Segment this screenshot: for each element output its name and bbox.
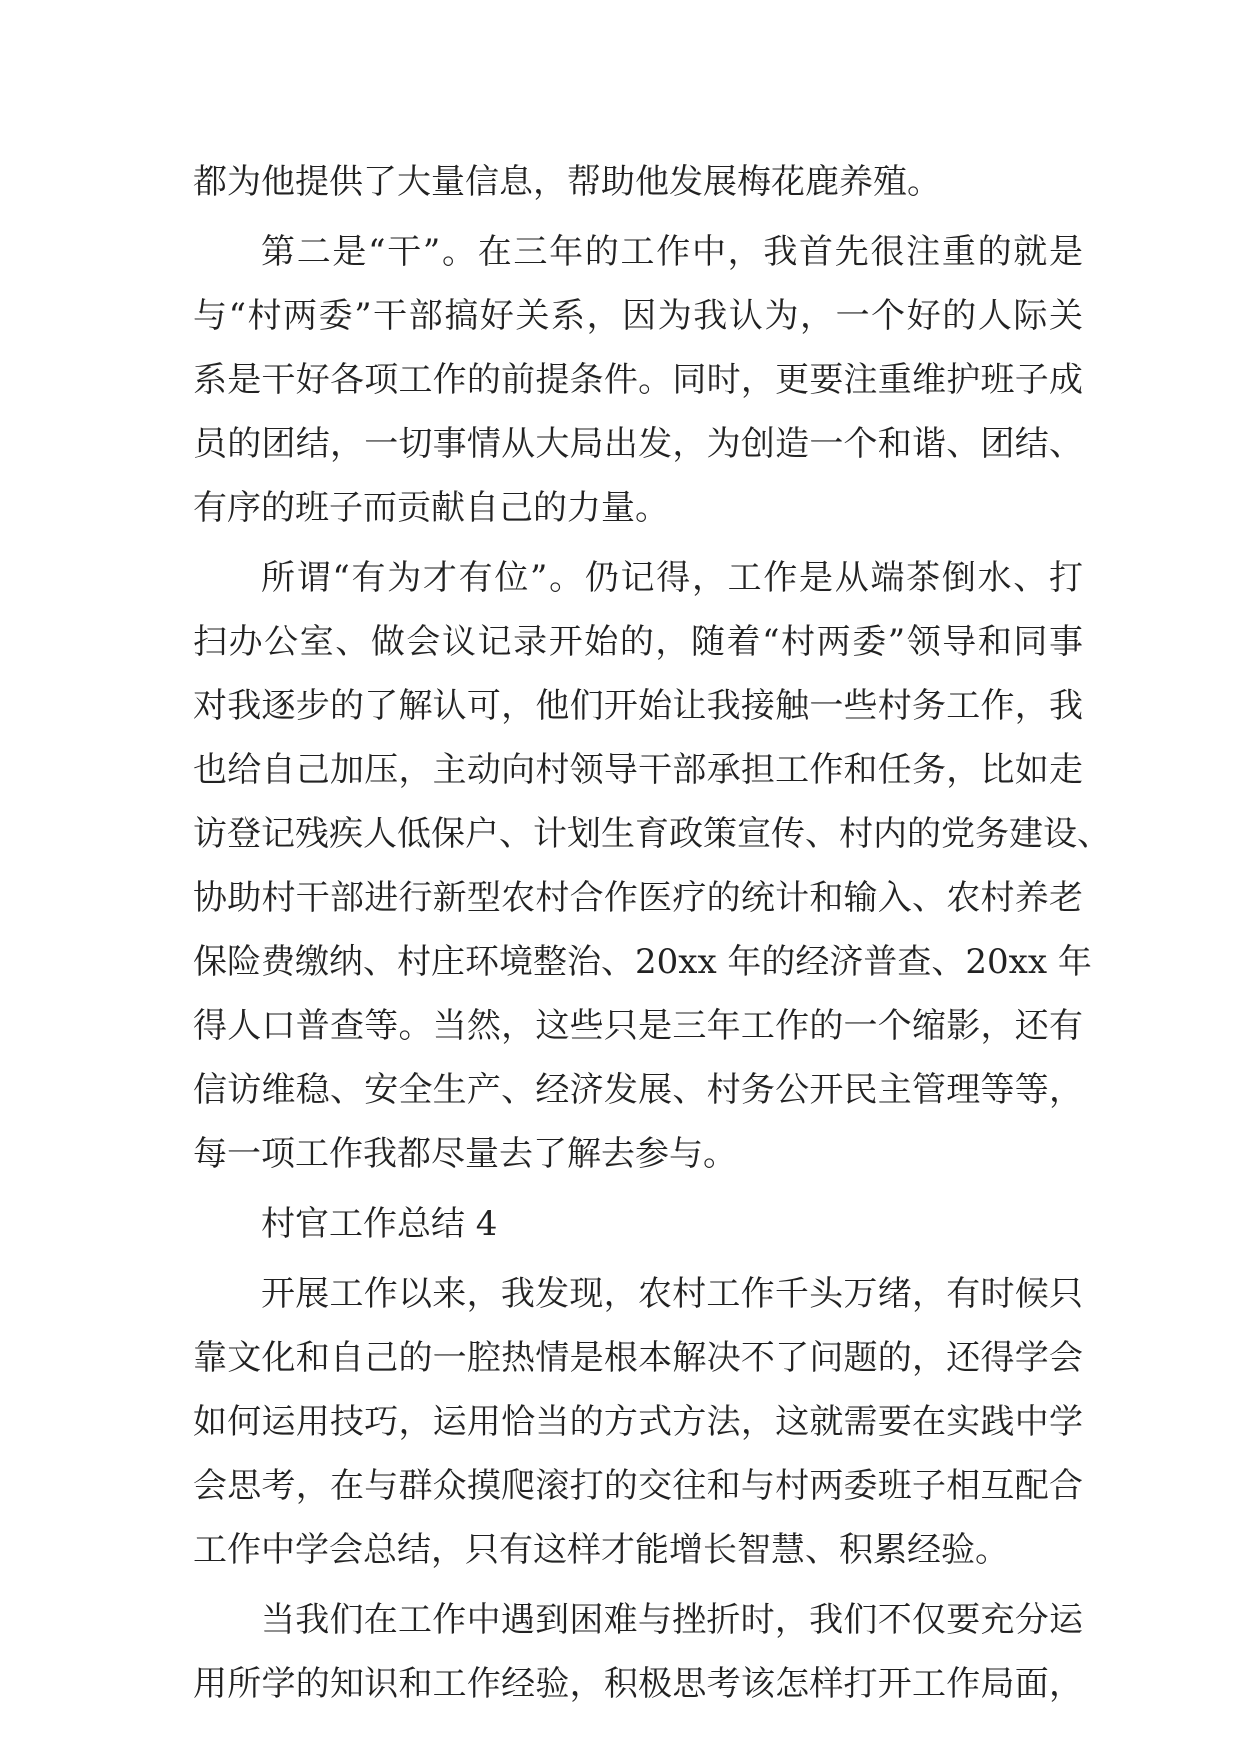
text-line: 对我逐步的了解认可，他们开始让我接触一些村务工作，我 — [193, 686, 1083, 726]
text-line: 每一项工作我都尽量去了解去参与。 — [193, 1134, 737, 1174]
text-line: 也给自己加压，主动向村领导干部承担工作和任务，比如走 — [193, 750, 1083, 790]
section-heading: 村官工作总结 4 — [261, 1204, 498, 1244]
text-line: 得人口普查等。当然，这些只是三年工作的一个缩影，还有 — [193, 1006, 1083, 1046]
text-line: 靠文化和自己的一腔热情是根本解决不了问题的，还得学会 — [193, 1338, 1083, 1378]
text-line: 员的团结，一切事情从大局出发，为创造一个和谐、团结、 — [193, 424, 1083, 464]
text-line: 都为他提供了大量信息，帮助他发展梅花鹿养殖。 — [193, 162, 941, 202]
text-line: 系是干好各项工作的前提条件。同时，更要注重维护班子成 — [193, 360, 1083, 400]
paragraph-first-line: 所谓“有为才有位”。仍记得，工作是从端茶倒水、打 — [261, 558, 1083, 598]
text-line: 扫办公室、做会议记录开始的，随着“村两委”领导和同事 — [193, 622, 1083, 662]
paragraph-first-line: 第二是“干”。在三年的工作中，我首先很注重的就是 — [261, 232, 1083, 272]
document-body — [193, 150, 1111, 1716]
text-line: 协助村干部进行新型农村合作医疗的统计和输入、农村养老 — [193, 878, 1083, 918]
text-line: 与“村两委”干部搞好关系，因为我认为，一个好的人际关 — [193, 296, 1083, 336]
text-line: 如何运用技巧，运用恰当的方式方法，这就需要在实践中学 — [193, 1402, 1083, 1442]
paragraph-first-line: 开展工作以来，我发现，农村工作千头万绪，有时候只 — [261, 1274, 1083, 1314]
text-line: 信访维稳、安全生产、经济发展、村务公开民主管理等等， — [193, 1070, 1083, 1110]
paragraph-first-line: 当我们在工作中遇到困难与挫折时，我们不仅要充分运 — [261, 1600, 1083, 1640]
text-line: 有序的班子而贡献自己的力量。 — [193, 488, 669, 528]
text-line: 工作中学会总结，只有这样才能增长智慧、积累经验。 — [193, 1530, 1009, 1570]
text-line: 保险费缴纳、村庄环境整治、20xx 年的经济普查、20xx 年 — [193, 942, 1092, 982]
text-line: 访登记残疾人低保户、计划生育政策宣传、村内的党务建设、 — [193, 814, 1111, 854]
text-line: 用所学的知识和工作经验，积极思考该怎样打开工作局面， — [193, 1664, 1083, 1704]
text-line: 会思考，在与群众摸爬滚打的交往和与村两委班子相互配合 — [193, 1466, 1083, 1506]
